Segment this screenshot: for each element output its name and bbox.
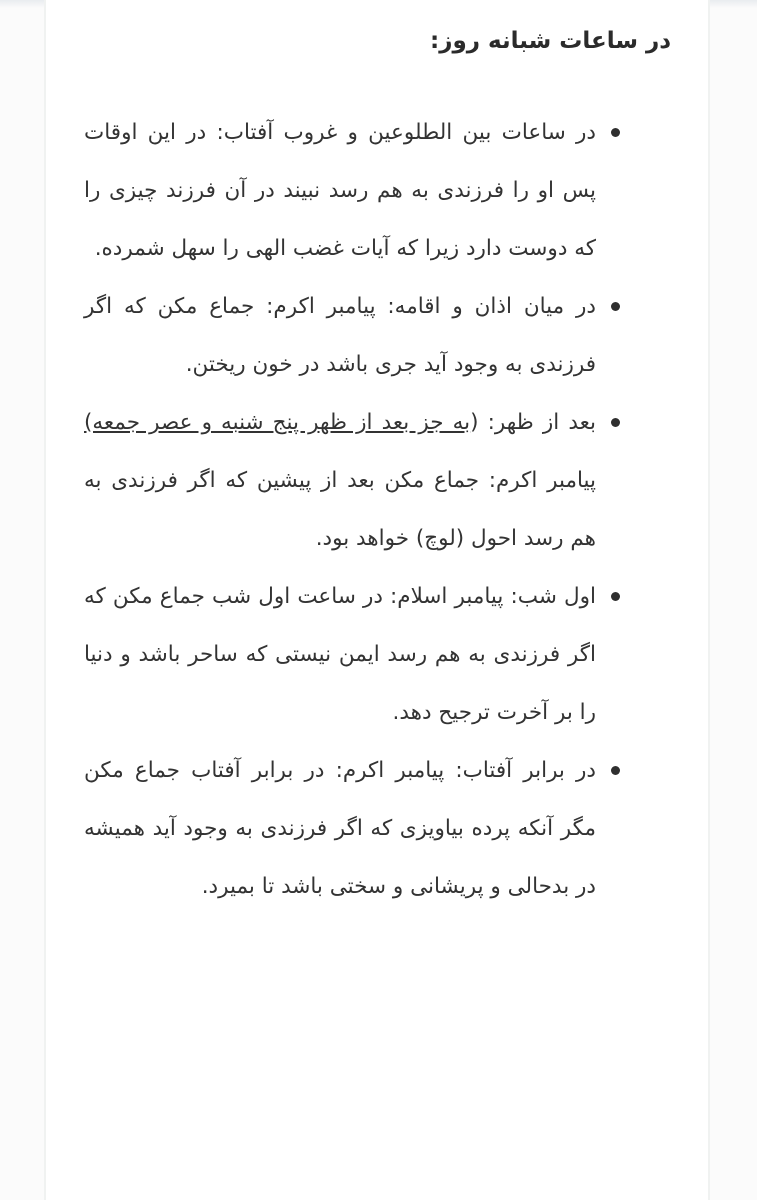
list-item-suffix: پیامبر اکرم: جماع مکن بعد از پیشین که اگر فرزندی به هم رسد احول (لوچ) خواهد بود. xyxy=(84,468,596,551)
list-item xyxy=(84,742,596,916)
list-item xyxy=(84,278,596,394)
bullet-icon xyxy=(611,766,620,775)
list-item-text: اول شب: پیامبر اسلام: در ساعت اول شب جماع مکن که اگر فرزندی به هم رسد ایمن نیستی که ساحر باشد و دنیا را بر آخرت ترجیح دهد. xyxy=(84,584,596,725)
section-title: در ساعات شبانه روز: xyxy=(430,28,671,54)
bullet-icon xyxy=(611,128,620,137)
list-item-text: در برابر آفتاب: پیامبر اکرم: در برابر آفتاب جماع مکن مگر آنکه پرده بیاویزی که اگر فرزندی به وجود آید همیشه در بدحالی و پریشانی و سختی باشد تا بمیرد. xyxy=(84,758,596,899)
list-item-prefix: بعد از ظهر: ( xyxy=(470,410,596,435)
bullet-icon xyxy=(611,302,620,311)
bullet-icon xyxy=(611,418,620,427)
exception-link[interactable]: به جز بعد از ظهر پنج شنبه و عصر جمعه) xyxy=(84,410,471,435)
bullet-icon xyxy=(611,592,620,601)
list-item xyxy=(84,394,596,568)
list-item xyxy=(84,568,596,742)
rules-list xyxy=(84,104,596,916)
list-item xyxy=(84,104,596,278)
list-item-text: در میان اذان و اقامه: پیامبر اکرم: جماع مکن که اگر فرزندی به وجود آید جری باشد در خون ریختن. xyxy=(84,294,596,377)
list-item-text: در ساعات بین الطلوعین و غروب آفتاب: در این اوقات پس او را فرزندی به هم رسد نبیند در آن فرزند چیزی را که دوست دارد زیرا که آیات غضب الهی را سهل شمرده. xyxy=(84,120,596,261)
